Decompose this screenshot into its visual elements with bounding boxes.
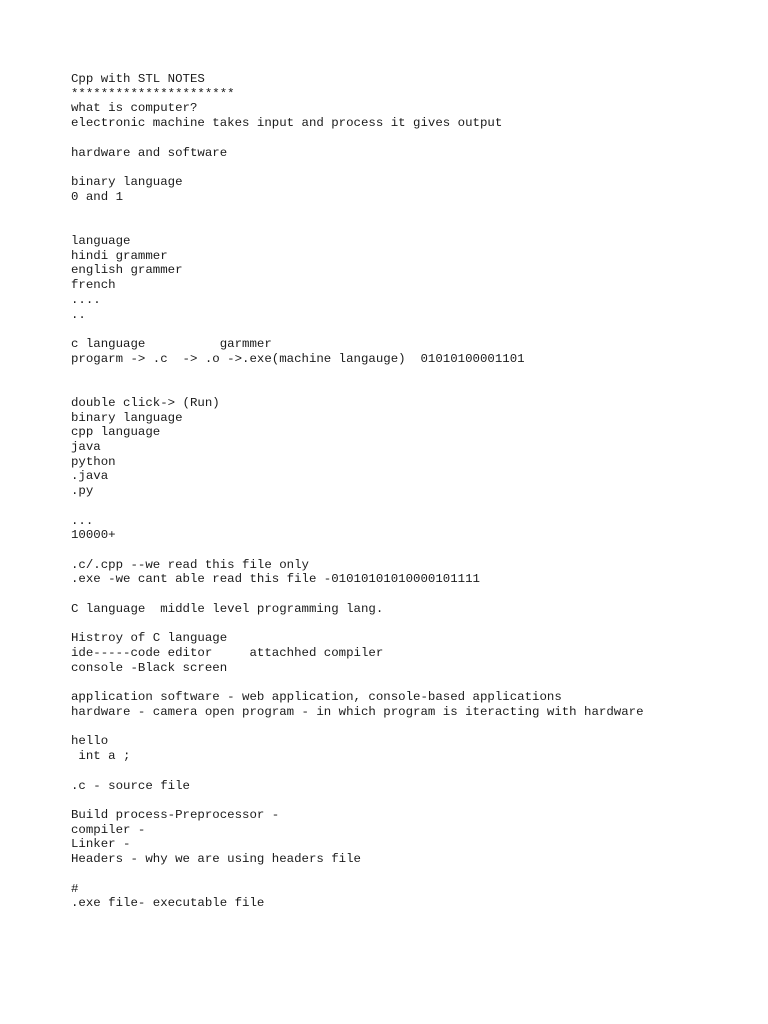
note-line: cpp language [71,425,161,440]
blank-line [71,617,644,632]
note-line: binary language [71,410,183,425]
note-line: double click-> (Run) [71,395,220,410]
note-line: binary language [71,175,183,190]
blank-line [71,675,644,690]
note-line: french [71,278,116,293]
blank-line [71,322,644,337]
blank-line [71,720,644,735]
note-line: 10000+ [71,528,116,543]
blank-line [71,499,644,514]
note-line: .exe -we cant able read this file -01010101010000101111 [71,572,480,587]
note-line: progarm -> .c -> .o ->.exe(machine langauge) 01010100001101 [71,351,525,366]
note-line: ********************** [71,86,235,101]
note-line: ... [71,513,94,528]
blank-line [71,160,644,175]
note-line: .. [71,307,86,322]
note-line: language [71,233,131,248]
note-line: console -Black screen [71,660,228,675]
blank-line [71,381,644,396]
note-line: application software - web application, console-based applications [71,690,562,705]
note-line: int a ; [71,749,131,764]
note-line: Histroy of C language [71,631,228,646]
note-line: .py [71,484,94,499]
note-line: what is computer? [71,101,198,116]
note-line: electronic machine takes input and process it gives output [71,116,503,131]
note-line: english grammer [71,263,183,278]
note-line: .java [71,469,109,484]
blank-line [71,204,644,219]
note-line: hardware - camera open program - in which program is iteracting with hardware [71,704,644,719]
note-line: .c/.cpp --we read this file only [71,557,309,572]
note-line: .c - source file [71,778,190,793]
blank-line [71,587,644,602]
note-line: c language garmmer [71,336,272,351]
note-line: python [71,454,116,469]
note-line: compiler - [71,822,146,837]
note-line: C language middle level programming lang. [71,601,384,616]
blank-line [71,793,644,808]
note-line: # [71,881,79,896]
note-line: ide-----code editor attachhed compiler [71,646,384,661]
note-line: hello [71,734,109,749]
note-line: .... [71,292,101,307]
note-line: 0 and 1 [71,189,124,204]
note-line: hardware and software [71,145,228,160]
note-line: .exe file- executable file [71,896,265,911]
blank-line [71,543,644,558]
note-line: Headers - why we are using headers file [71,852,361,867]
blank-line [71,764,644,779]
blank-line [71,867,644,882]
note-line: Build process-Preprocessor - [71,807,280,822]
note-line: java [71,439,101,454]
blank-line [71,219,644,234]
note-line: Linker - [71,837,131,852]
blank-line [71,131,644,146]
note-line: hindi grammer [71,248,168,263]
blank-line [71,366,644,381]
notes-text [71,72,644,911]
note-line: Cpp with STL NOTES [71,72,205,86]
